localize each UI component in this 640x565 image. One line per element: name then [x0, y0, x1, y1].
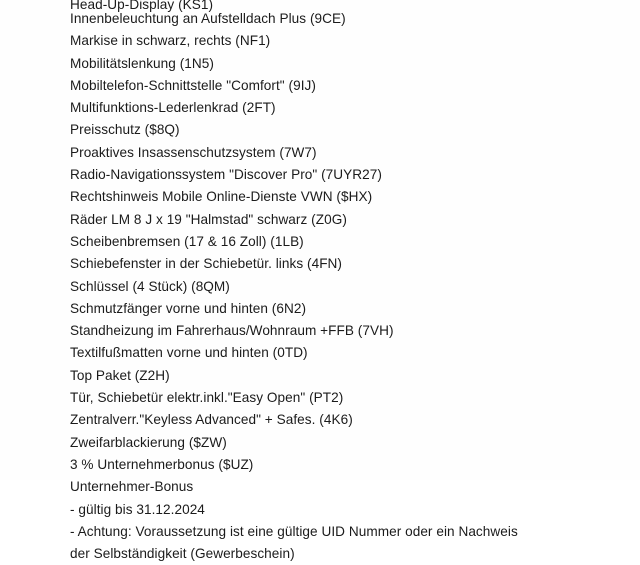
list-item: Innenbeleuchtung an Aufstelldach Plus (9CE): [70, 11, 346, 26]
list-item: der Selbständigkeit (Gewerbeschein): [70, 546, 295, 562]
list-item: Räder LM 8 J x 19 "Halmstad" schwarz (Z0G): [70, 211, 347, 227]
list-item: Unternehmer-Bonus: [70, 479, 194, 495]
list-item: Textilfußmatten vorne und hinten (0TD): [70, 345, 308, 361]
list-item: Mobilitätslenkung (1N5): [70, 55, 214, 71]
list-item: Zweifarblackierung ($ZW): [70, 434, 227, 450]
list-item: Schmutzfänger vorne und hinten (6N2): [70, 300, 307, 316]
list-item: - Achtung: Voraussetzung ist eine gültige UID Nummer oder ein Nachweis: [70, 523, 518, 539]
list-item: Head-Up-Display (KS1): [70, 0, 214, 12]
list-item: 3 % Unternehmerbonus ($UZ): [70, 456, 254, 472]
list-item: - gültig bis 31.12.2024: [70, 501, 205, 517]
list-item: Proaktives Insassenschutzsystem (7W7): [70, 144, 317, 160]
list-item: Preisschutz ($8Q): [70, 122, 180, 138]
list-item: Schiebefenster in der Schiebetür. links (4FN): [70, 256, 342, 272]
list-item: Schlüssel (4 Stück) (8QM): [70, 278, 230, 294]
list-item: Zentralverr."Keyless Advanced" + Safes. (4K6): [70, 412, 353, 428]
list-item: Tür, Schiebetür elektr.inkl."Easy Open" (PT2): [70, 390, 344, 406]
list-item: Standheizung im Fahrerhaus/Wohnraum +FFB (7VH): [70, 323, 394, 339]
list-item: Markise in schwarz, rechts (NF1): [70, 33, 271, 49]
list-item: Top Paket (Z2H): [70, 367, 170, 383]
list-item: Mobiltelefon-Schnittstelle "Comfort" (9IJ): [70, 77, 316, 93]
list-item: Multifunktions-Lederlenkrad (2FT): [70, 100, 276, 116]
list-item: Scheibenbremsen (17 & 16 Zoll) (1LB): [70, 233, 304, 249]
list-item: Radio-Navigationssystem "Discover Pro" (7UYR27): [70, 167, 382, 183]
equipment-list: [70, 0, 630, 562]
list-item: Rechtshinweis Mobile Online-Dienste VWN ($HX): [70, 189, 373, 205]
